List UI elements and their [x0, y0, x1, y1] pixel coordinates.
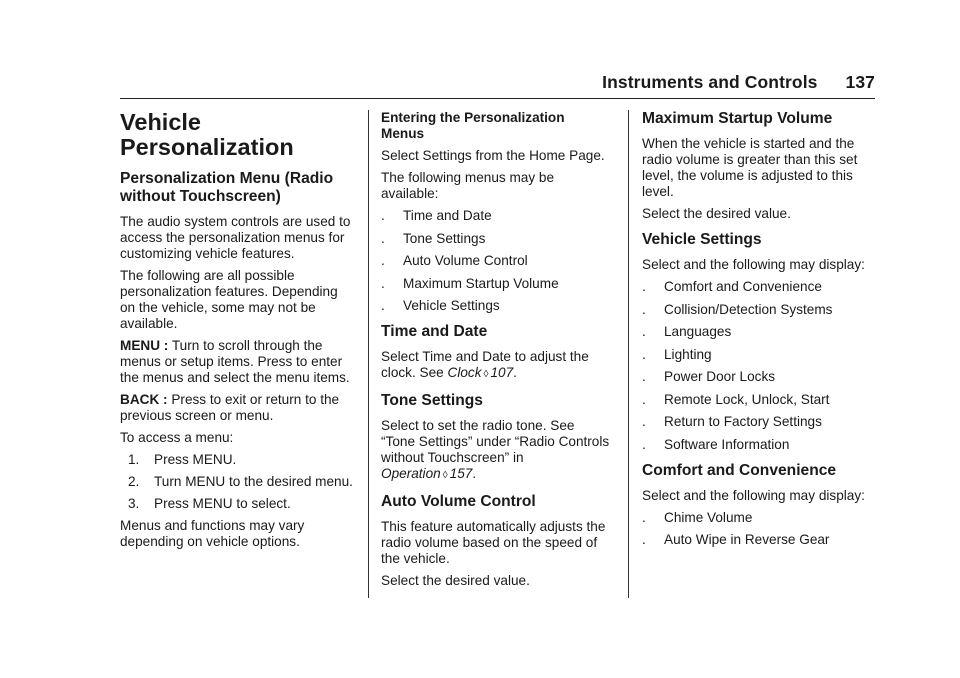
- menu-label: MENU :: [120, 338, 169, 353]
- paragraph: Select the desired value.: [642, 206, 791, 221]
- page-reference-number[interactable]: 107: [490, 365, 514, 380]
- column-divider: [368, 110, 369, 598]
- section-heading: Time and Date: [381, 323, 488, 340]
- paragraph: To access a menu:: [120, 430, 234, 445]
- list-item: . Power Door Locks: [642, 369, 776, 384]
- list-item: . Languages: [642, 324, 732, 339]
- section-heading: Comfort and Convenience: [642, 461, 837, 479]
- cross-reference-link[interactable]: Operation: [381, 466, 441, 481]
- paragraph: This feature automatically adjusts the radio volume based on the speed of the vehicle.: [381, 519, 606, 566]
- list-item: . Auto Volume Control: [381, 253, 528, 268]
- comfort-list: [642, 510, 878, 549]
- menu-control-description: MENU : Turn to scroll through the menus or setup items. Press to enter the menus and select the menu items.: [120, 338, 350, 385]
- list-item: . Time and Date: [381, 208, 492, 223]
- list-item: . Remote Lock, Unlock, Start: [642, 391, 830, 407]
- vehicle-settings-list: [642, 279, 878, 453]
- section-heading: Tone Settings: [381, 392, 483, 409]
- back-control-description: BACK : Press to exit or return to the previous screen or menu.: [120, 392, 340, 423]
- list-item: . Maximum Startup Volume: [381, 275, 559, 291]
- cross-reference-link[interactable]: Clock: [447, 365, 482, 380]
- paragraph: Select the desired value.: [381, 573, 530, 588]
- list-item: . Vehicle Settings: [381, 298, 500, 313]
- back-label: BACK :: [120, 392, 168, 407]
- paragraph: The following menus may be available:: [381, 170, 555, 201]
- list-item: 2. Turn MENU to the desired menu.: [128, 474, 353, 489]
- section-heading: Auto Volume Control: [381, 493, 536, 510]
- list-item: 1. Press MENU.: [128, 452, 237, 467]
- column-3: [642, 110, 878, 555]
- paragraph: Select Time and Date to adjust the clock. See Clock ◊ 107.: [381, 349, 589, 380]
- step-list: [120, 452, 356, 512]
- column-2: [381, 110, 611, 595]
- paragraph: Select to set the radio tone. See “Tone Settings” under “Radio Controls without Touchscreen” in Operation ◊ 157.: [381, 418, 610, 481]
- section-heading: Personalization Menu (Radio without Touchscreen): [120, 170, 334, 205]
- page-number: 137: [845, 72, 875, 92]
- paragraph: Select and the following may display:: [642, 257, 865, 272]
- menu-list: [381, 208, 611, 314]
- list-item: . Collision/Detection Systems: [642, 301, 833, 317]
- section-title: Instruments and Controls: [602, 72, 818, 92]
- page-header: [120, 72, 875, 93]
- page-reference-icon: ◊: [483, 369, 489, 380]
- column-divider: [628, 110, 629, 598]
- page-reference-icon: ◊: [442, 470, 448, 481]
- list-item: . Return to Factory Settings: [642, 414, 822, 429]
- header-rule: [120, 98, 875, 99]
- list-item: . Software Information: [642, 436, 790, 452]
- list-item: . Comfort and Convenience: [642, 279, 822, 294]
- page-title: Vehicle Personalization: [120, 109, 294, 160]
- list-item: . Tone Settings: [381, 230, 486, 246]
- paragraph: Select and the following may display:: [642, 487, 865, 503]
- paragraph: Menus and functions may vary depending on vehicle options.: [120, 518, 305, 549]
- paragraph: The following are all possible personalization features. Depending on the vehicle, some may not be available.: [120, 268, 338, 331]
- list-item: . Chime Volume: [642, 509, 753, 525]
- section-heading: Vehicle Settings: [642, 231, 762, 248]
- page-reference-number[interactable]: 157: [449, 466, 473, 481]
- list-item: 3. Press MENU to select.: [128, 496, 291, 511]
- subsection-heading: Entering the Personalization Menus: [381, 110, 565, 141]
- paragraph: Select Settings from the Home Page.: [381, 148, 605, 163]
- section-heading: Maximum Startup Volume: [642, 110, 833, 127]
- paragraph: The audio system controls are used to access the personalization menus for customizing vehicle features.: [120, 214, 351, 261]
- list-item: . Auto Wipe in Reverse Gear: [642, 532, 830, 547]
- paragraph: When the vehicle is started and the radio volume is greater than this set level, the volume is adjusted to this level.: [642, 136, 858, 199]
- list-item: . Lighting: [642, 346, 712, 362]
- column-1: [120, 110, 356, 556]
